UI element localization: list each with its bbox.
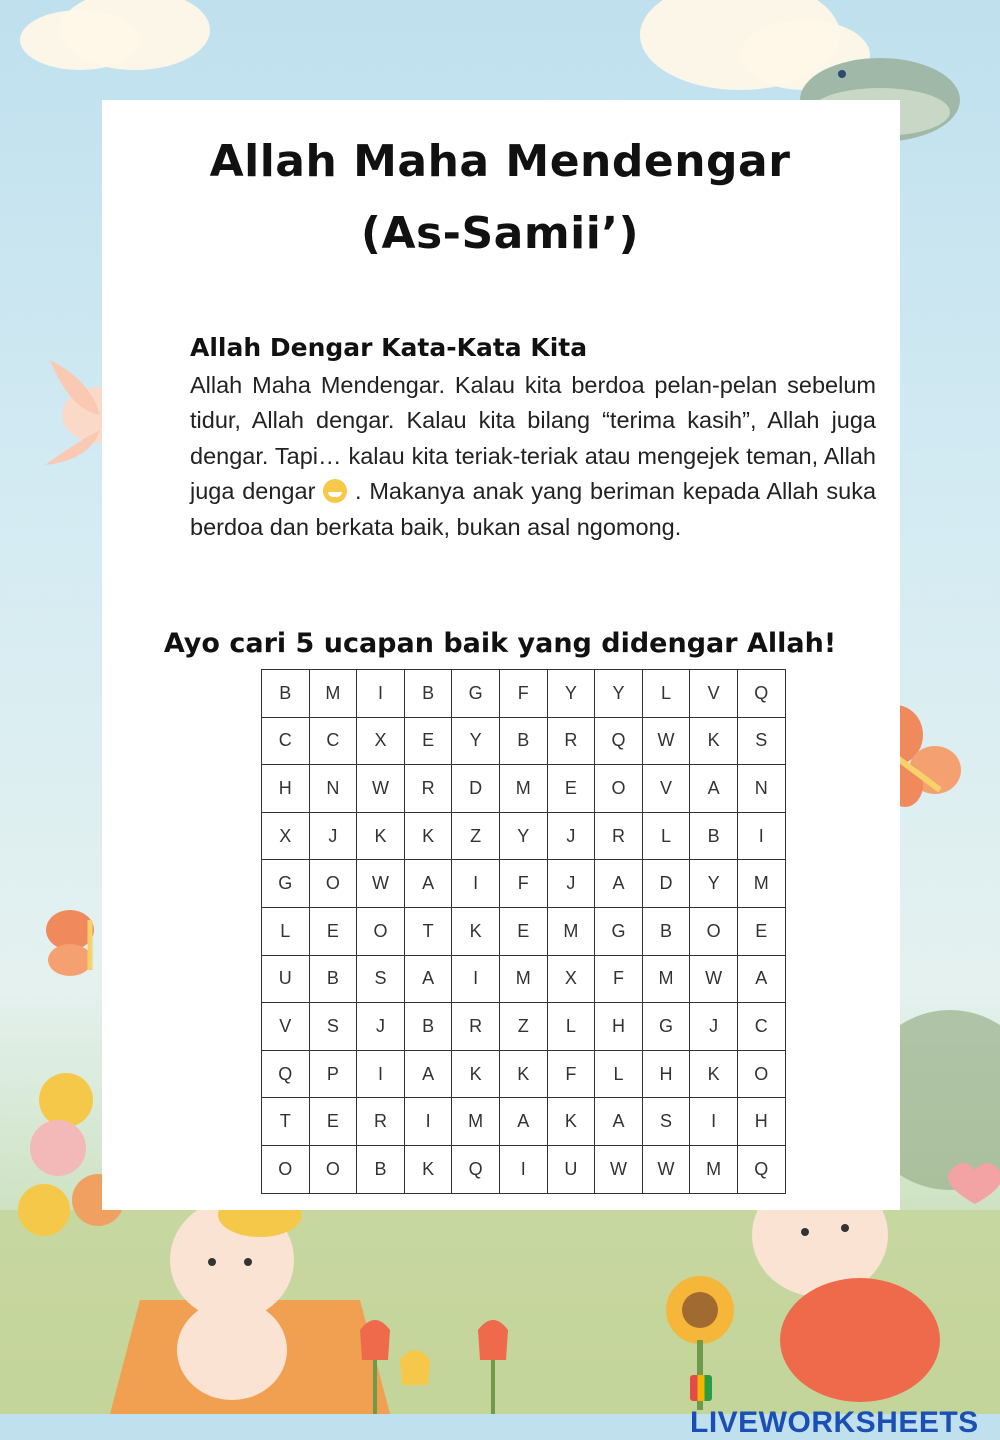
grid-cell[interactable]: O [595,765,643,813]
grid-cell[interactable]: L [642,812,690,860]
liveworksheets-logo-icon [690,1375,712,1401]
grid-cell[interactable]: C [737,1003,785,1051]
grid-cell[interactable]: W [642,1145,690,1193]
grid-cell[interactable]: U [547,1145,595,1193]
grid-cell[interactable]: B [404,1003,452,1051]
grid-cell[interactable]: N [737,765,785,813]
grid-cell[interactable]: S [642,1098,690,1146]
grid-cell[interactable]: K [690,1050,738,1098]
word-search-grid[interactable] [261,669,786,1194]
grid-cell[interactable]: K [499,1050,547,1098]
grid-cell[interactable]: R [547,717,595,765]
grid-cell[interactable]: F [547,1050,595,1098]
grid-cell[interactable]: P [309,1050,357,1098]
grid-cell[interactable]: B [642,907,690,955]
grid-cell[interactable]: K [357,812,405,860]
grid-cell[interactable]: G [452,670,500,718]
grid-cell[interactable]: T [262,1098,310,1146]
grid-cell[interactable]: I [357,1050,405,1098]
grid-cell[interactable]: M [452,1098,500,1146]
grid-row [262,860,786,908]
grid-cell[interactable]: S [357,955,405,1003]
grid-cell[interactable]: S [309,1003,357,1051]
grid-cell[interactable]: L [595,1050,643,1098]
grid-cell[interactable]: M [499,955,547,1003]
grid-cell[interactable]: H [642,1050,690,1098]
page-title: Allah Maha Mendengar [209,136,791,187]
grid-cell[interactable]: R [595,812,643,860]
grid-row [262,1098,786,1146]
grid-cell[interactable]: O [737,1050,785,1098]
grid-cell[interactable]: I [690,1098,738,1146]
grinning-sweat-face-icon [323,479,347,503]
grid-cell[interactable]: N [309,765,357,813]
grid-cell[interactable]: L [262,907,310,955]
grid-cell[interactable]: A [595,1098,643,1146]
grid-row [262,670,786,718]
grid-cell[interactable]: G [595,907,643,955]
grid-cell[interactable]: J [309,812,357,860]
grid-cell[interactable]: O [690,907,738,955]
grid-cell[interactable]: E [404,717,452,765]
grid-cell[interactable]: C [309,717,357,765]
grid-cell[interactable]: U [262,955,310,1003]
grid-cell[interactable]: E [547,765,595,813]
grid-cell[interactable]: G [642,1003,690,1051]
grid-row [262,1145,786,1193]
grid-cell[interactable]: R [357,1098,405,1146]
grid-cell[interactable]: Y [690,860,738,908]
page-subtitle: (As-Samii’) [360,208,640,259]
section-heading: Allah Dengar Kata-Kata Kita [190,333,588,362]
grid-cell[interactable]: F [499,860,547,908]
grid-cell[interactable]: G [262,860,310,908]
grid-cell[interactable]: I [357,670,405,718]
grid-cell[interactable]: A [499,1098,547,1146]
grid-cell[interactable]: W [690,955,738,1003]
grid-cell[interactable]: J [357,1003,405,1051]
grid-cell[interactable]: Q [737,670,785,718]
grid-cell[interactable]: W [357,860,405,908]
grid-cell[interactable]: K [690,717,738,765]
grid-cell[interactable]: D [642,860,690,908]
grid-cell[interactable]: Y [499,812,547,860]
grid-cell[interactable]: J [690,1003,738,1051]
grid-cell[interactable]: H [595,1003,643,1051]
grid-cell[interactable]: M [737,860,785,908]
grid-row [262,717,786,765]
grid-cell[interactable]: K [452,907,500,955]
grid-cell[interactable]: E [499,907,547,955]
grid-cell[interactable]: Z [452,812,500,860]
grid-cell[interactable]: Q [737,1145,785,1193]
grid-cell[interactable]: K [452,1050,500,1098]
grid-cell[interactable]: X [357,717,405,765]
brand-logo [690,1372,1000,1440]
grid-row [262,907,786,955]
grid-cell[interactable]: E [737,907,785,955]
paragraph-text: . Makanya anak yang beriman kepada Allah suka berdoa dan berkata baik, bukan asal ngomong. [190,478,877,540]
grid-cell[interactable]: H [262,765,310,813]
grid-cell[interactable]: V [642,765,690,813]
activity-instruction: Ayo cari 5 ucapan baik yang didengar Allah! [163,628,837,659]
grid-cell[interactable]: M [642,955,690,1003]
grid-cell[interactable]: J [547,812,595,860]
story-paragraph [190,368,876,545]
grid-row [262,1050,786,1098]
grid-cell[interactable]: A [737,955,785,1003]
grid-cell[interactable]: V [690,670,738,718]
grid-cell[interactable]: A [690,765,738,813]
grid-cell[interactable]: O [309,860,357,908]
grid-cell[interactable]: I [499,1145,547,1193]
grid-cell[interactable]: Y [547,670,595,718]
grid-cell[interactable]: R [452,1003,500,1051]
grid-cell[interactable]: F [499,670,547,718]
grid-cell[interactable]: A [404,1050,452,1098]
grid-cell[interactable]: Q [595,717,643,765]
grid-row [262,1003,786,1051]
grid-row [262,955,786,1003]
grid-cell[interactable]: Q [262,1050,310,1098]
grid-cell[interactable]: X [262,812,310,860]
grid-cell[interactable]: C [262,717,310,765]
grid-cell[interactable]: H [737,1098,785,1146]
grid-cell[interactable]: O [262,1145,310,1193]
grid-cell[interactable]: B [262,670,310,718]
paragraph-text: Allah Maha Mendengar. Kalau kita berdoa pelan-pelan sebelum tidur, Allah dengar. Kalau kita bilang “terima kasih”, Allah juga dengar. Tapi… kalau kita teriak-teriak atau mengejek teman, Allah juga dengar [190,372,876,505]
grid-cell[interactable]: A [404,955,452,1003]
grid-cell[interactable]: S [737,717,785,765]
grid-cell[interactable]: M [309,670,357,718]
grid-cell[interactable]: D [452,765,500,813]
grid-cell[interactable]: B [357,1145,405,1193]
grid-cell[interactable]: F [595,955,643,1003]
brand-name: LIVEWORKSHEETS [690,1406,979,1439]
heart-icon [948,1163,1000,1204]
grid-cell[interactable]: W [595,1145,643,1193]
grid-cell[interactable]: J [547,860,595,908]
grid-cell[interactable]: W [357,765,405,813]
grid-cell[interactable]: L [642,670,690,718]
grid-cell[interactable]: K [404,812,452,860]
grid-cell[interactable]: I [737,812,785,860]
grid-cell[interactable]: B [404,670,452,718]
grid-cell[interactable]: L [547,1003,595,1051]
grid-cell[interactable]: K [404,1145,452,1193]
grid-cell[interactable]: O [309,1145,357,1193]
grid-cell[interactable]: A [404,860,452,908]
grid-cell[interactable]: W [642,717,690,765]
grid-cell[interactable]: M [690,1145,738,1193]
grid-cell[interactable]: V [262,1003,310,1051]
grid-cell[interactable]: B [309,955,357,1003]
grid-cell[interactable]: M [499,765,547,813]
grid-row [262,812,786,860]
grid-cell[interactable]: E [309,907,357,955]
grid-cell[interactable]: R [404,765,452,813]
grid-cell[interactable]: B [499,717,547,765]
grid-cell[interactable]: K [547,1098,595,1146]
grid-cell[interactable]: Q [452,1145,500,1193]
grid-cell[interactable]: I [452,860,500,908]
grid-cell[interactable]: O [357,907,405,955]
grid-cell[interactable]: I [452,955,500,1003]
grid-cell[interactable]: Z [499,1003,547,1051]
grid-cell[interactable]: E [309,1098,357,1146]
grid-row [262,765,786,813]
grid-cell[interactable]: M [547,907,595,955]
grid-cell[interactable]: Y [452,717,500,765]
grid-cell[interactable]: Y [595,670,643,718]
grid-cell[interactable]: I [404,1098,452,1146]
butterfly-icon [46,910,94,976]
grid-cell[interactable]: X [547,955,595,1003]
grid-cell[interactable]: T [404,907,452,955]
grid-cell[interactable]: A [595,860,643,908]
grid-cell[interactable]: B [690,812,738,860]
